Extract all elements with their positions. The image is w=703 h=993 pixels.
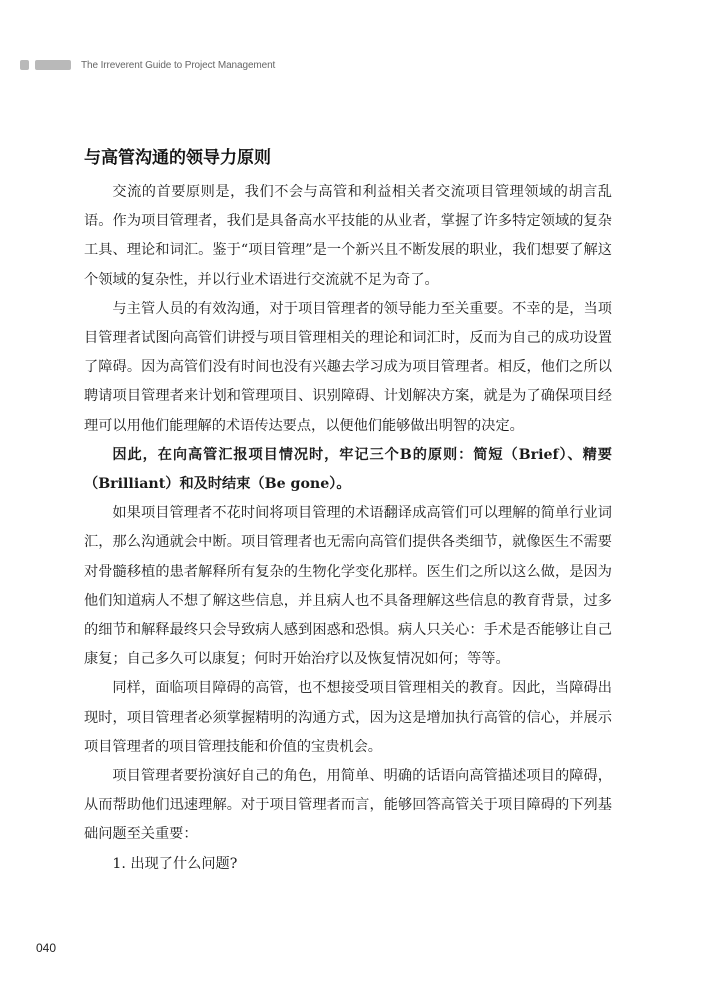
section-title: 与高管沟通的领导力原则	[84, 148, 271, 168]
page-number: 040	[36, 941, 57, 955]
paragraph: 同样，面临项目障碍的高管，也不想接受项目管理相关的教育。因此，当障碍出现时，项目管理者必须掌握精明的沟通方式，因为这是增加执行高管的信心，并展示项目管理者的项目管理技能和价值的宝贵机会。	[84, 680, 612, 755]
running-header	[20, 59, 275, 71]
paragraph: 项目管理者要扮演好自己的角色，用简单、明确的话语向高管描述项目的障碍，从而帮助他们迅速理解。对于项目管理者而言，能够回答高管关于项目障碍的下列基础问题至关重要：	[84, 768, 612, 843]
book-title: The Irreverent Guide to Project Management	[81, 59, 276, 71]
paragraph: 交流的首要原则是，我们不会与高管和利益相关者交流项目管理领域的胡言乱语。作为项目管理者，我们是具备高水平技能的从业者，掌握了许多特定领域的复杂工具、理论和词汇。鉴于“项目管理”是一个新兴且不断发展的职业，我们想要了解这个领域的复杂性，并以行业术语进行交流就不足为奇了。	[84, 184, 612, 288]
header-marker-small	[20, 60, 29, 70]
paragraph: 如果项目管理者不花时间将项目管理的术语翻译成高管们可以理解的简单行业词汇，那么沟通就会中断。项目管理者也无需向高管们提供各类细节，就像医生不需要对骨髓移植的患者解释所有复杂的生物化学变化那样。医生们之所以这么做，是因为他们知道病人不想了解这些信息，并且病人也不具备理解这些信息的教育背景，过多的细节和解释最终只会导致病人感到困惑和恐惧。病人只关心：手术是否能够让自己康复；自己多久可以康复；何时开始治疗以及恢复情况如何；等等。	[84, 505, 612, 668]
paragraph: 与主管人员的有效沟通，对于项目管理者的领导能力至关重要。不幸的是，当项目管理者试图向高管们讲授与项目管理相关的理论和词汇时，反而为自己的成功设置了障碍。因为高管们没有时间也没有兴趣去学习成为项目管理者。相反，他们之所以聘请项目管理者来计划和管理项目、识别障碍、计划解决方案，就是为了确保项目经理可以用他们能理解的术语传达要点，以便他们能够做出明智的决定。	[84, 300, 612, 434]
body-text	[84, 178, 612, 879]
header-marker-bar	[35, 60, 71, 70]
list-item: 1. 出现了什么问题?	[112, 855, 238, 872]
paragraph-emphasis: 因此，在向高管汇报项目情况时，牢记三个B的原则：简短（Brief）、精要（Brilliant）和及时结束（Be gone）。	[84, 446, 612, 493]
